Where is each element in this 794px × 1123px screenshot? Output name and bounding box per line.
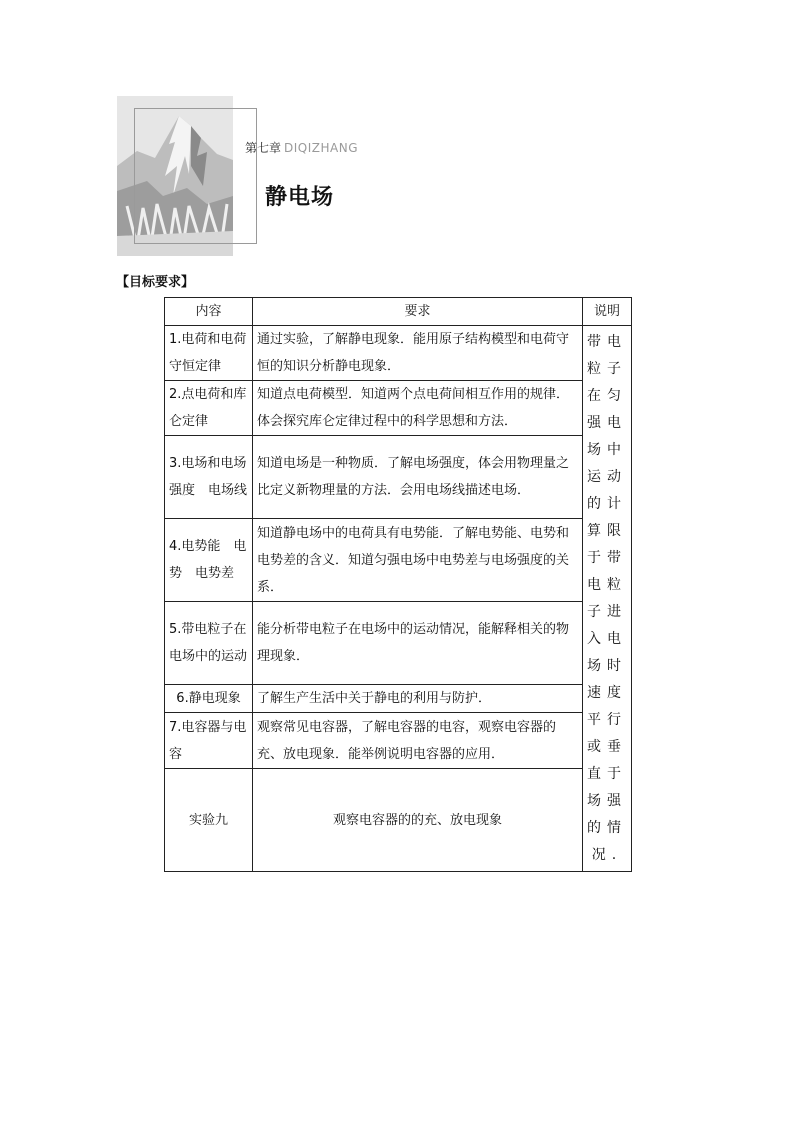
- requirement-cell: 能分析带电粒子在电场中的运动情况，能解释相关的物理现象．: [253, 602, 583, 685]
- requirement-cell: 知道电场是一种物质．了解电场强度，体会用物理量之比定义新物理量的方法．会用电场线描述电场．: [253, 436, 583, 519]
- chapter-number: 第七章: [245, 141, 282, 155]
- table-row: [165, 713, 632, 769]
- requirement-cell: 观察电容器的的充、放电现象: [253, 769, 583, 872]
- topic-cell: 实验九: [165, 769, 253, 872]
- topic-cell: 6.静电现象: [165, 685, 253, 713]
- topic-cell: 2.点电荷和库仑定律: [165, 381, 253, 436]
- topic-cell: 3.电场和电场强度 电场线: [165, 436, 253, 519]
- table-row: [165, 381, 632, 436]
- table-row: [165, 685, 632, 713]
- table-row: [165, 436, 632, 519]
- table-row: [165, 519, 632, 602]
- topic-cell: 5.带电粒子在电场中的运动: [165, 602, 253, 685]
- chapter-header: [117, 96, 417, 261]
- header-frame: [134, 108, 257, 244]
- chapter-title: 静电场: [265, 185, 335, 210]
- section-heading: 【目标要求】: [116, 275, 195, 290]
- table-row: [165, 602, 632, 685]
- requirement-cell: 知道点电荷模型．知道两个点电荷间相互作用的规律．体会探究库仑定律过程中的科学思想和方法．: [253, 381, 583, 436]
- requirement-cell: 通过实验，了解静电现象．能用原子结构模型和电荷守恒的知识分析静电现象．: [253, 326, 583, 381]
- topic-cell: 7.电容器与电容: [165, 713, 253, 769]
- chapter-pinyin: DIQIZHANG: [284, 141, 359, 155]
- table-row: [165, 769, 632, 872]
- requirement-cell: 了解生产生活中关于静电的利用与防护．: [253, 685, 583, 713]
- goals-table: [164, 297, 632, 872]
- header-content: 内容: [165, 298, 253, 326]
- table-row: [165, 326, 632, 381]
- header-note: 说明: [583, 298, 632, 326]
- requirement-cell: 知道静电场中的电荷具有电势能．了解电势能、电势和电势差的含义．知道匀强电场中电势差与电场强度的关系．: [253, 519, 583, 602]
- requirement-cell: 观察常见电容器，了解电容器的电容，观察电容器的充、放电现象．能举例说明电容器的应用．: [253, 713, 583, 769]
- header-requirement: 要求: [253, 298, 583, 326]
- topic-cell: 1.电荷和电荷守恒定律: [165, 326, 253, 381]
- topic-cell: 4.电势能 电势 电势差: [165, 519, 253, 602]
- note-cell: 带电粒子在匀强电场中运动的计算限于带电粒子进入电场时速度平行或垂直于场强的情况.: [583, 326, 632, 872]
- table-header-row: [165, 298, 632, 326]
- chapter-label: [245, 139, 358, 156]
